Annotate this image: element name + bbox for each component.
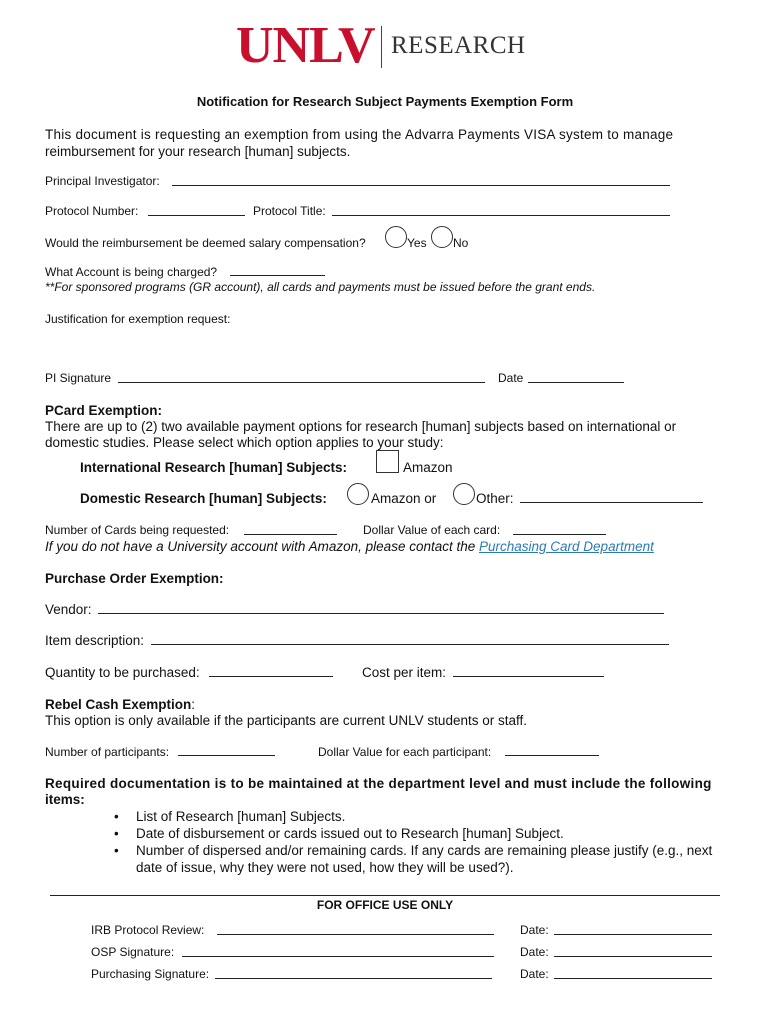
office-divider <box>50 895 720 896</box>
irb-date-label: Date: <box>520 923 549 937</box>
rebel-cash-heading <box>45 697 195 712</box>
vendor-label: Vendor: <box>45 602 92 617</box>
purchasing-label: Purchasing Signature: <box>91 967 210 981</box>
amazon-contact-text: If you do not have a University account with Amazon, please contact the <box>45 539 479 554</box>
vendor-line[interactable] <box>98 613 664 614</box>
participants-label: Number of participants: <box>45 745 170 759</box>
salary-no-label: No <box>453 236 469 250</box>
irb-label: IRB Protocol Review: <box>91 923 205 937</box>
intro-line-1: This document is requesting an exemption from using the Advarra Payments VISA system to manage <box>45 127 674 142</box>
international-label: International Research [human] Subjects: <box>80 460 348 475</box>
research-logo-text: RESEARCH <box>391 32 526 59</box>
required-item-text: Number of dispersed and/or remaining cards. If any cards are remaining please justify (e.g., next date of issue, why they were not used, how they will be used?). <box>136 843 713 875</box>
protocol-title-line[interactable] <box>332 215 670 216</box>
pcard-heading: PCard Exemption: <box>45 403 163 418</box>
osp-line[interactable] <box>182 956 494 957</box>
bullet: • <box>114 843 119 858</box>
pi-signature-line[interactable] <box>118 382 485 383</box>
purchasing-date-line[interactable] <box>554 978 712 979</box>
card-value-line[interactable] <box>513 534 606 535</box>
pi-label: Principal Investigator: <box>45 174 160 188</box>
salary-question: Would the reimbursement be deemed salary compensation? <box>45 236 366 250</box>
required-docs-line-1: Required documentation is to be maintained at the department level and must include the following <box>45 776 712 791</box>
required-item <box>108 842 728 876</box>
required-docs-list <box>108 808 728 876</box>
protocol-number-line[interactable] <box>148 215 245 216</box>
pcard-line-1: There are up to (2) two available payment options for research [human] subjects based on international or <box>45 419 677 434</box>
purchasing-date-label: Date: <box>520 967 549 981</box>
account-line[interactable] <box>230 275 325 276</box>
participants-line[interactable] <box>178 755 275 756</box>
protocol-number-label: Protocol Number: <box>45 204 139 218</box>
domestic-other-line[interactable] <box>520 502 703 503</box>
num-cards-label: Number of Cards being requested: <box>45 523 230 537</box>
quantity-line[interactable] <box>209 676 333 677</box>
participant-value-label: Dollar Value for each participant: <box>318 745 492 759</box>
bullet: • <box>114 809 119 824</box>
irb-line[interactable] <box>217 934 494 935</box>
justification-label: Justification for exemption request: <box>45 312 231 326</box>
osp-date-label: Date: <box>520 945 549 959</box>
intro-line-2: reimbursement for your research [human] subjects. <box>45 144 351 159</box>
logo-divider <box>381 26 382 68</box>
salary-no-radio[interactable] <box>431 226 453 248</box>
salary-yes-radio[interactable] <box>385 226 407 248</box>
pi-date-line[interactable] <box>528 382 624 383</box>
purchasing-card-link[interactable]: Purchasing Card Department <box>479 539 654 554</box>
osp-date-line[interactable] <box>554 956 712 957</box>
protocol-title-label: Protocol Title: <box>253 204 326 218</box>
salary-yes-label: Yes <box>407 236 427 250</box>
sponsored-note: **For sponsored programs (GR account), all cards and payments must be issued before the grant ends. <box>45 280 596 294</box>
domestic-label: Domestic Research [human] Subjects: <box>80 491 327 506</box>
pi-date-label: Date <box>498 371 524 385</box>
item-description-label: Item description: <box>45 633 145 648</box>
required-item-text: List of Research [human] Subjects. <box>136 809 346 824</box>
rebel-cash-colon: : <box>191 697 196 712</box>
amazon-contact-note <box>45 539 654 554</box>
domestic-amazon-radio[interactable] <box>347 483 369 505</box>
unlv-logo: UNLV <box>236 17 375 74</box>
osp-label: OSP Signature: <box>91 945 175 959</box>
irb-date-line[interactable] <box>554 934 712 935</box>
quantity-label: Quantity to be purchased: <box>45 665 200 680</box>
participant-value-line[interactable] <box>505 755 599 756</box>
rebel-cash-text: This option is only available if the participants are current UNLV students or staff. <box>45 713 527 728</box>
office-heading: FOR OFFICE USE ONLY <box>316 898 454 912</box>
required-item <box>108 808 728 825</box>
required-docs-line-2: items: <box>45 792 85 807</box>
purchasing-line[interactable] <box>215 978 492 979</box>
required-item-text: Date of disbursement or cards issued out to Research [human] Subject. <box>136 826 564 841</box>
item-description-line[interactable] <box>151 644 669 645</box>
num-cards-line[interactable] <box>244 534 337 535</box>
domestic-other-radio[interactable] <box>453 483 475 505</box>
account-label: What Account is being charged? <box>45 265 218 279</box>
rebel-cash-heading-text: Rebel Cash Exemption <box>45 697 192 712</box>
pi-signature-label: PI Signature <box>45 371 112 385</box>
bullet: • <box>114 826 119 841</box>
pcard-line-2: domestic studies. Please select which option applies to your study: <box>45 435 444 450</box>
international-amazon-label: Amazon <box>403 460 453 475</box>
cost-line[interactable] <box>453 676 604 677</box>
po-heading: Purchase Order Exemption: <box>45 571 224 586</box>
international-amazon-checkbox[interactable] <box>376 450 399 473</box>
form-title: Notification for Research Subject Payments Exemption Form <box>196 94 574 109</box>
pi-input-line[interactable] <box>172 185 670 186</box>
domestic-amazon-label: Amazon or <box>371 491 437 506</box>
card-value-label: Dollar Value of each card: <box>363 523 501 537</box>
domestic-other-label: Other: <box>476 491 514 506</box>
required-item <box>108 825 728 842</box>
cost-label: Cost per item: <box>362 665 447 680</box>
